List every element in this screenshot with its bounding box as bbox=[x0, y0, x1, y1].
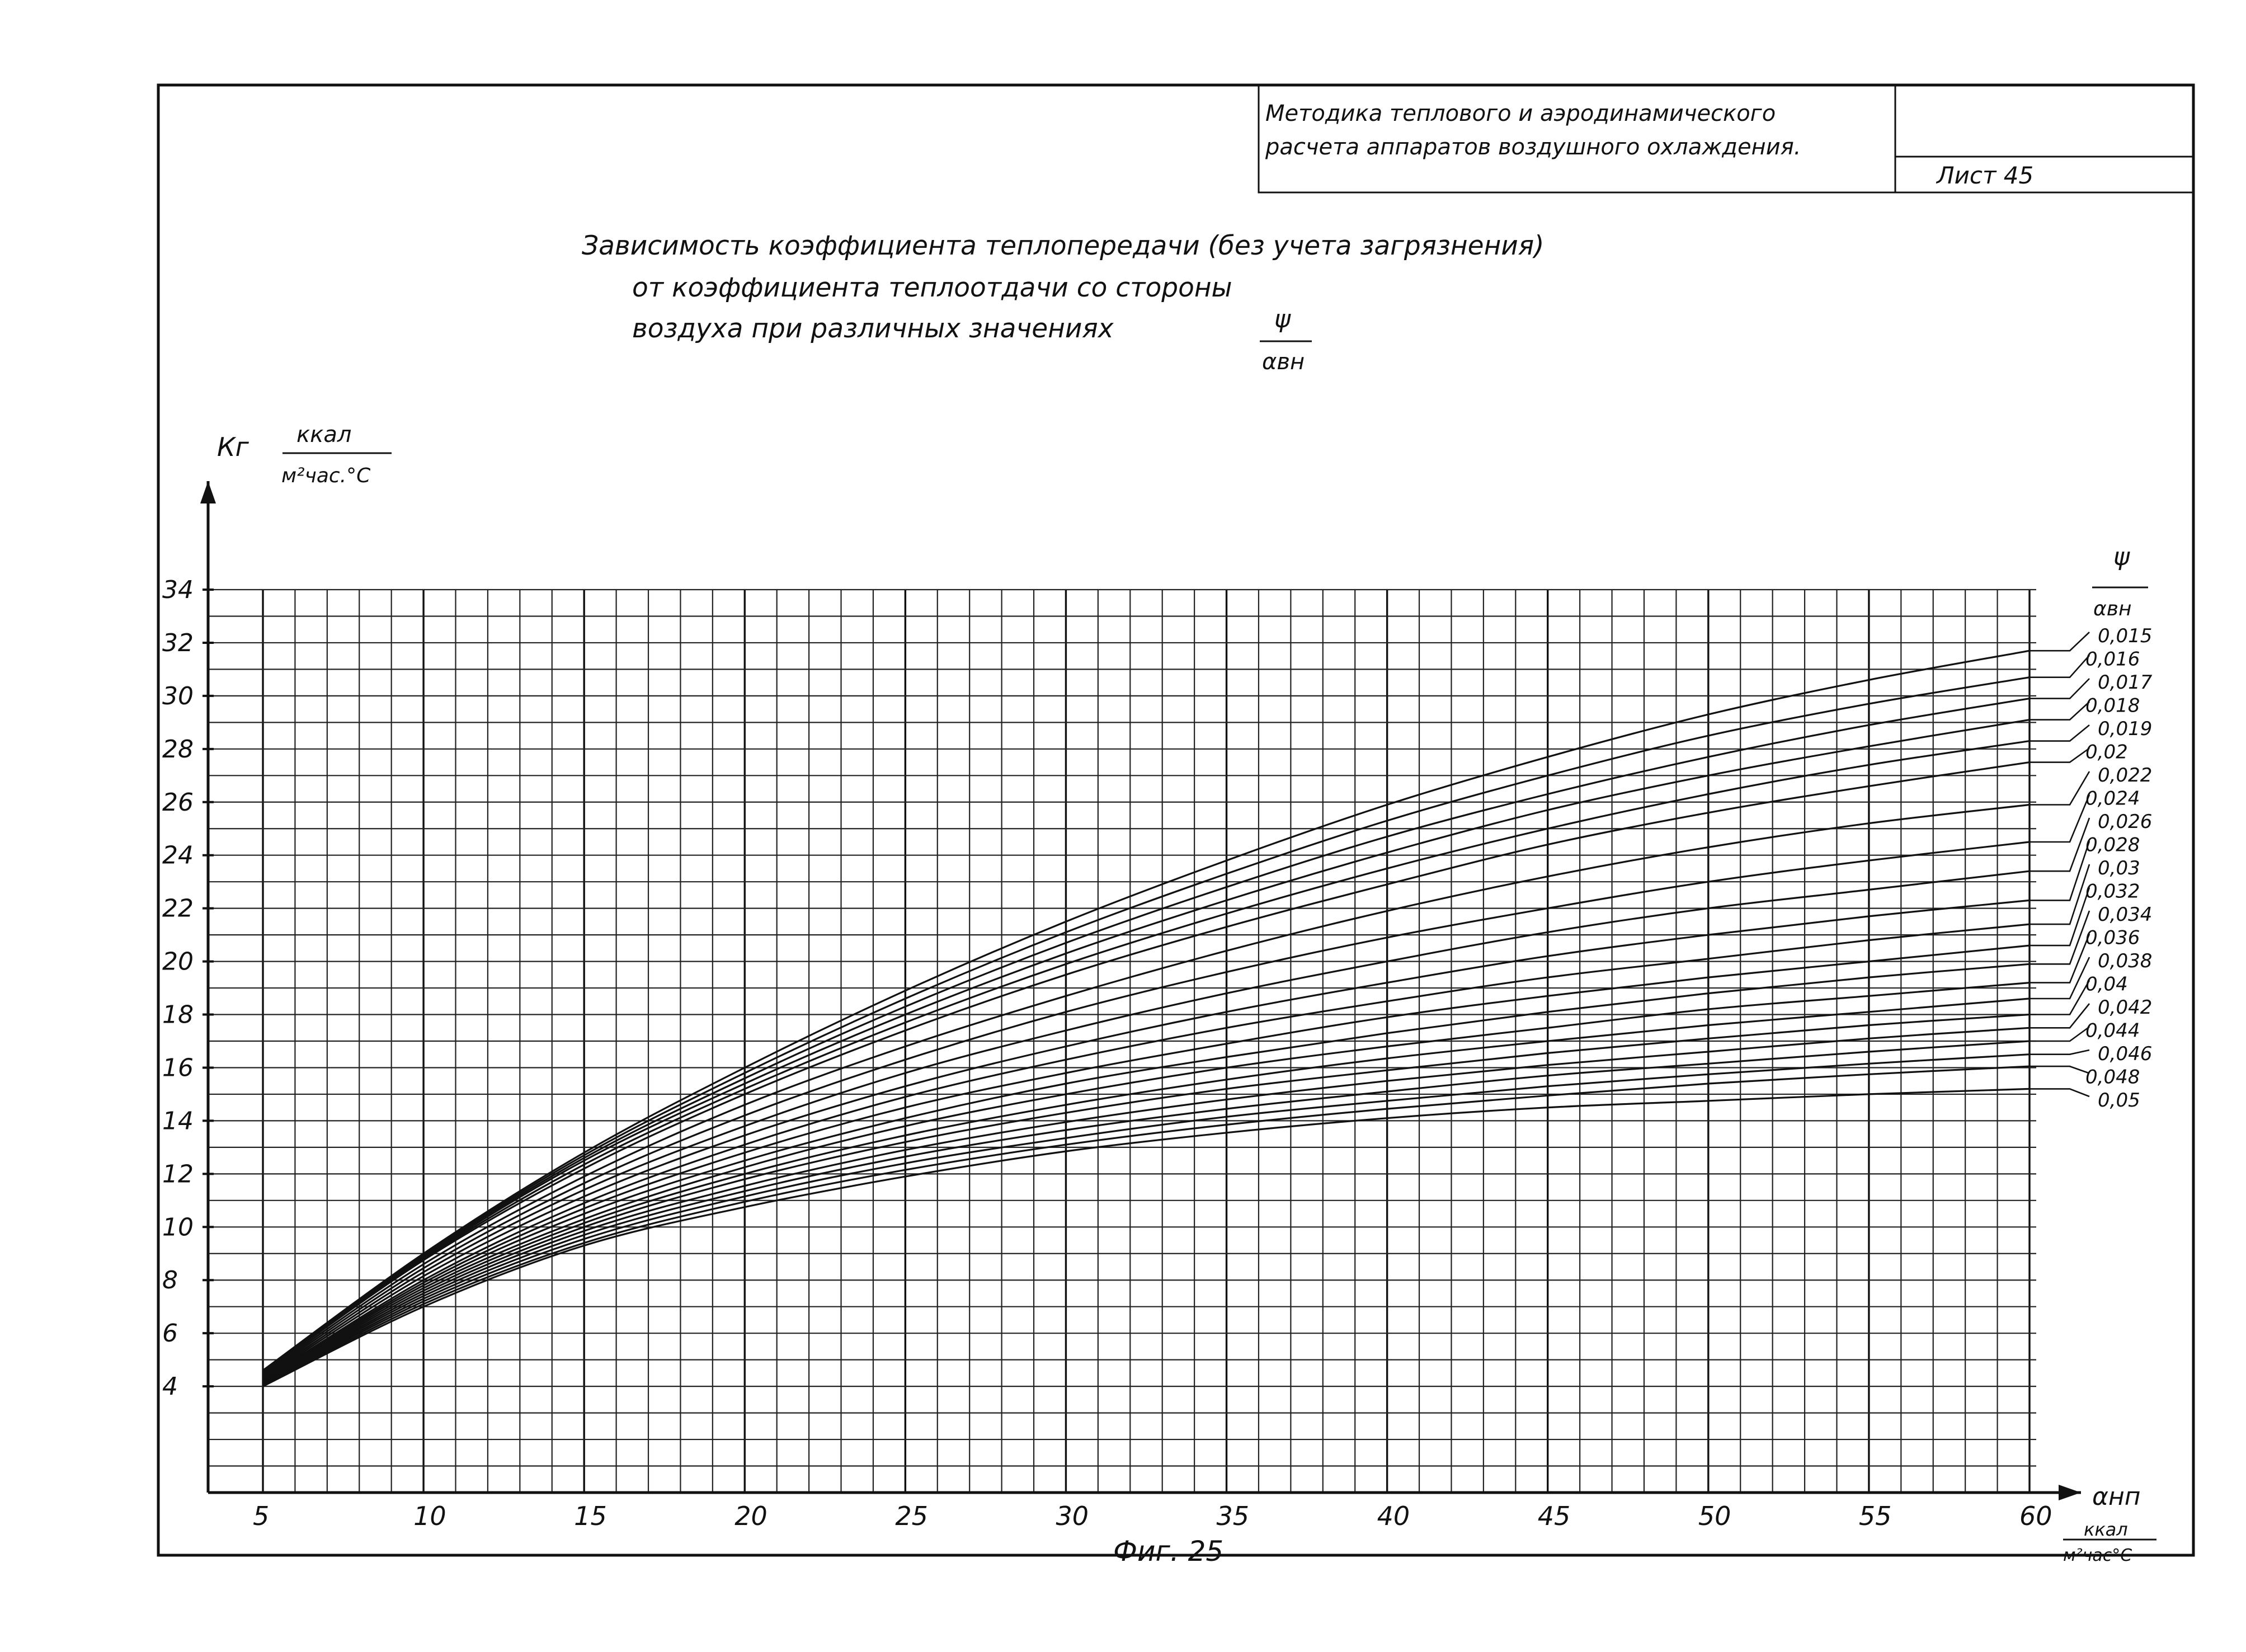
x-tick-label: 35 bbox=[1216, 1501, 1250, 1531]
x-tick-label: 60 bbox=[2019, 1501, 2052, 1531]
curve-0-034 bbox=[263, 964, 2030, 1381]
curve-label-leader bbox=[2030, 771, 2089, 805]
curve-label: 0,016 bbox=[2085, 648, 2140, 671]
curves bbox=[263, 651, 2030, 1386]
curve-label-leader bbox=[2030, 656, 2089, 677]
curve-label: 0,038 bbox=[2098, 950, 2153, 972]
chart-title-line1: Зависимость коэффициента теплопередачи (без учета загрязнения) bbox=[582, 230, 1545, 261]
curve-0-048 bbox=[263, 1066, 2030, 1386]
doc-title-line2: расчета аппаратов воздушного охлаждения. bbox=[1265, 134, 1801, 160]
curve-label-leader bbox=[2030, 679, 2089, 699]
curve-label-leader bbox=[2030, 1089, 2089, 1096]
x-tick-label: 5 bbox=[253, 1501, 270, 1531]
sheet-number: Лист 45 bbox=[1937, 162, 2034, 189]
curve-label-leader bbox=[2030, 795, 2089, 843]
title-block bbox=[1259, 85, 2193, 192]
curve-0-024 bbox=[263, 842, 2030, 1376]
legend-title-numerator: ψ bbox=[2113, 543, 2130, 571]
curve-label-leader bbox=[2030, 632, 2089, 651]
curve-label: 0,022 bbox=[2098, 764, 2153, 787]
curve-label-leader bbox=[2030, 981, 2089, 1015]
legend-title-denominator: αвн bbox=[2093, 597, 2132, 620]
curve-label: 0,044 bbox=[2085, 1019, 2140, 1042]
y-tick-label: 6 bbox=[162, 1319, 178, 1348]
axis-titles bbox=[217, 422, 2156, 1565]
curve-label: 0,05 bbox=[2098, 1089, 2140, 1112]
y-axis-unit-denominator: м²час.°С bbox=[281, 464, 371, 487]
curve-0-046 bbox=[263, 1055, 2030, 1385]
curve-0-026 bbox=[263, 871, 2030, 1377]
x-axis-arrow bbox=[2059, 1485, 2081, 1500]
x-axis-label: αнп bbox=[2092, 1482, 2141, 1511]
y-tick-label: 28 bbox=[162, 735, 194, 764]
y-tick-label: 14 bbox=[162, 1107, 194, 1136]
y-tick-label: 26 bbox=[162, 788, 194, 817]
heading-fraction-numerator: ψ bbox=[1274, 305, 1291, 333]
x-tick-label: 15 bbox=[574, 1501, 607, 1531]
y-tick-label: 20 bbox=[162, 947, 194, 976]
curve-label-leader bbox=[2030, 1066, 2089, 1073]
curve-0-03 bbox=[263, 924, 2030, 1380]
curve-label: 0,028 bbox=[2085, 834, 2140, 856]
x-tick-label: 25 bbox=[895, 1501, 928, 1531]
x-axis-unit-denominator: м²час°С bbox=[2063, 1546, 2132, 1565]
y-tick-label: 22 bbox=[162, 894, 194, 923]
chart-heading bbox=[582, 230, 1544, 375]
x-tick-label: 45 bbox=[1537, 1501, 1571, 1531]
curve-label: 0,032 bbox=[2085, 880, 2140, 903]
y-tick-label: 8 bbox=[162, 1266, 178, 1295]
curve-label: 0,017 bbox=[2098, 671, 2153, 694]
curve-0-017 bbox=[263, 699, 2030, 1372]
curve-label: 0,04 bbox=[2085, 973, 2128, 996]
curve-0-016 bbox=[263, 677, 2030, 1371]
figure-caption: Фиг. 25 bbox=[1113, 1535, 1224, 1568]
curve-label: 0,024 bbox=[2085, 787, 2140, 810]
curve-label: 0,036 bbox=[2085, 926, 2140, 949]
curve-0-018 bbox=[263, 720, 2030, 1372]
curve-0-019 bbox=[263, 741, 2030, 1373]
curve-label: 0,02 bbox=[2085, 741, 2128, 764]
curve-label: 0,034 bbox=[2098, 903, 2153, 926]
curve-label-leader bbox=[2030, 749, 2089, 763]
curve-label-leader bbox=[2030, 702, 2089, 720]
x-tick-label: 55 bbox=[1858, 1501, 1892, 1531]
curve-label: 0,019 bbox=[2098, 718, 2153, 740]
curve-labels bbox=[2030, 625, 2153, 1112]
curve-label: 0,018 bbox=[2085, 694, 2140, 717]
curve-label: 0,046 bbox=[2098, 1043, 2153, 1065]
curve-label: 0,015 bbox=[2098, 625, 2153, 647]
y-tick-label: 12 bbox=[162, 1160, 194, 1189]
axes bbox=[200, 481, 2081, 1500]
curve-label: 0,048 bbox=[2085, 1066, 2140, 1089]
y-tick-label: 16 bbox=[162, 1053, 194, 1082]
x-tick-label: 50 bbox=[1698, 1501, 1731, 1531]
y-axis-arrow bbox=[200, 481, 216, 503]
y-axis-label: Кг bbox=[217, 432, 249, 462]
y-tick-label: 10 bbox=[162, 1213, 194, 1242]
curve-label: 0,03 bbox=[2098, 857, 2140, 879]
x-tick-label: 20 bbox=[734, 1501, 767, 1531]
y-tick-label: 18 bbox=[162, 1000, 194, 1029]
curve-label-leader bbox=[2030, 1004, 2089, 1028]
y-tick-label: 32 bbox=[162, 628, 194, 657]
curve-label-leader bbox=[2030, 1050, 2089, 1055]
tick-labels bbox=[162, 576, 2052, 1531]
curve-label: 0,026 bbox=[2098, 811, 2153, 833]
curve-label: 0,042 bbox=[2098, 996, 2153, 1019]
doc-title-line1: Методика теплового и аэродинамического bbox=[1265, 101, 1776, 126]
curve-label-leader bbox=[2030, 1027, 2089, 1042]
x-tick-label: 10 bbox=[413, 1501, 446, 1531]
x-tick-label: 30 bbox=[1056, 1501, 1089, 1531]
x-axis-unit-numerator: ккал bbox=[2084, 1519, 2128, 1540]
heading-fraction-denominator: αвн bbox=[1262, 349, 1305, 375]
y-tick-label: 4 bbox=[162, 1372, 178, 1401]
y-axis-unit-numerator: ккал bbox=[296, 422, 352, 448]
curve-label-leader bbox=[2030, 818, 2089, 871]
chart-title-line2: от коэффициента теплоотдачи со стороны bbox=[632, 272, 1232, 303]
chart-title-line3: воздуха при различных значениях bbox=[632, 313, 1114, 344]
y-tick-label: 24 bbox=[162, 841, 194, 870]
y-tick-label: 30 bbox=[162, 681, 194, 710]
x-tick-label: 40 bbox=[1377, 1501, 1410, 1531]
curve-label-leader bbox=[2030, 725, 2089, 741]
y-tick-label: 34 bbox=[162, 576, 194, 604]
